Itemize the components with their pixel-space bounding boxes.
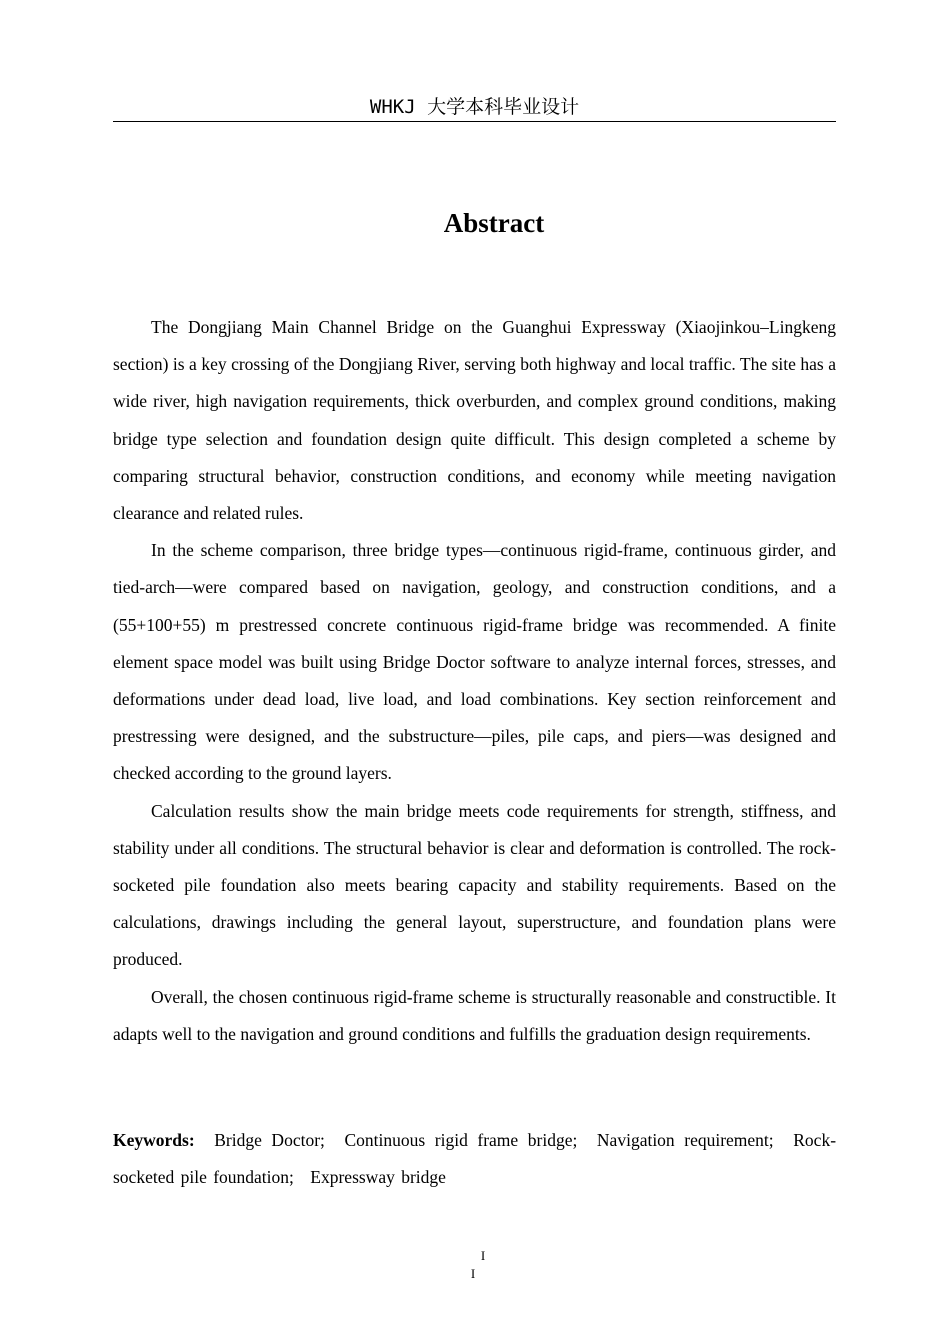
- page-header: WHKJ 大学本科毕业设计: [369, 96, 580, 118]
- abstract-title: Abstract: [443, 208, 545, 238]
- keyword-item: Navigation requirement;: [596, 1130, 774, 1150]
- keywords-line: [113, 1122, 836, 1196]
- abstract-paragraph-1: The Dongjiang Main Channel Bridge on the Guanghui Expressway (Xiaojinkou–Lingkeng section) is a key crossing of the Dongjiang River, serving both highway and local traffic. The site has a wide river, high navigation requirements, thick overburden, and complex ground conditions, making bridge type selection and foundation design quite difficult. This design completed a scheme by comparing structural behavior, construction conditions, and economy while meeting navigation clearance and related rules.: [113, 317, 836, 524]
- abstract-body: [113, 309, 836, 1053]
- keyword-item: Expressway bridge: [310, 1167, 446, 1188]
- keyword-item: Rock-socketed pile foundation;: [113, 1130, 837, 1188]
- keyword-item: Continuous rigid frame bridge;: [344, 1130, 578, 1150]
- page-number: I: [480, 1248, 486, 1263]
- abstract-paragraph-3: Calculation results show the main bridge meets code requirements for strength, stiffness, and stability under all conditions. The structural behavior is clear and deformation is controlled. The rock-socketed pile foundation also meets bearing capacity and stability requirements. Based on the calculations, drawings including the general layout, superstructure, and foundation plans were produced.: [113, 800, 836, 970]
- abstract-paragraph-4: Overall, the chosen continuous rigid-frame scheme is structurally reasonable and constructible. It adapts well to the navigation and ground conditions and fulfills the graduation design requirements.: [113, 986, 836, 1044]
- keyword-item: Bridge Doctor;: [214, 1130, 325, 1150]
- keywords-label: Keywords:: [113, 1130, 195, 1150]
- abstract-paragraph-2: In the scheme comparison, three bridge types—continuous rigid-frame, continuous girder, and tied-arch—were compared based on navigation, geology, and construction conditions, and a (55+100+55) m prestressed concrete continuous rigid-frame bridge was recommended. A finite element space model was built using Bridge Doctor software to analyze internal forces, stresses, and deformations under dead load, live load, and load combinations. Key section reinforcement and prestressing were designed, and the substructure—piles, pile caps, and piers—was designed and checked according to the ground layers.: [113, 540, 836, 784]
- page-number: I: [470, 1266, 476, 1281]
- header-rule: [113, 121, 836, 122]
